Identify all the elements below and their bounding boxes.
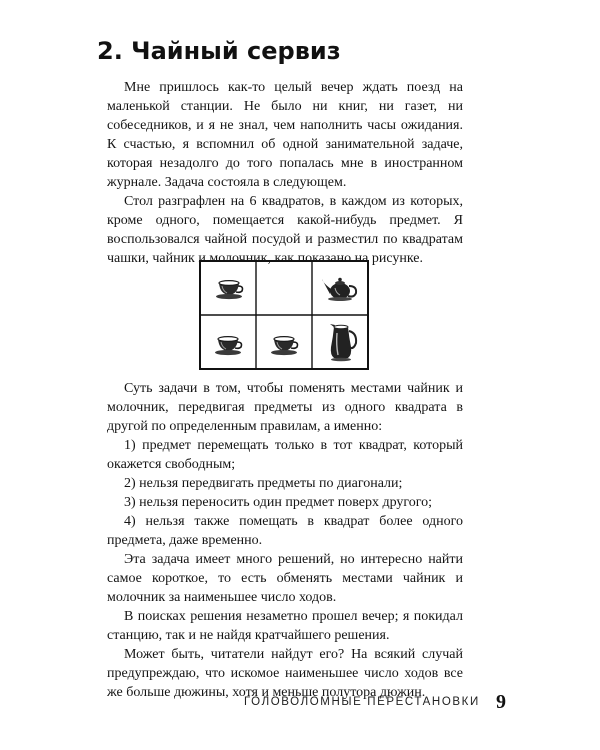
rule-item: 4) нельзя также помещать в квадрат более одного предмета, даже временно. bbox=[107, 514, 463, 548]
rule-item: 1) предмет перемещать только в тот квадрат, который окажется свободным; bbox=[107, 438, 463, 472]
paragraph: Может быть, читатели найдут его? На всякий случай предупреждаю, что искомое наименьшее число ходов все же больше дюжины, хотя и меньше полутора дюжин. bbox=[107, 647, 463, 700]
paragraph: Стол разграфлен на 6 квадратов, в каждом из которых, кроме одного, помещается какой-нибудь предмет. Я воспользовался чайной посудой и разместил по квадратам чашки, чайник и молочник, как показано на рисунке. bbox=[107, 194, 463, 266]
rule-item: 3) нельзя переносить один предмет поверх другого; bbox=[124, 495, 433, 510]
paragraph: Мне пришлось как-то целый вечер ждать поезд на маленькой станции. Не было ни книг, ни газет, ни собеседников, и я не знал, чем наполнить часы ожидания. К счастью, я вспомнил об одной занимательной задаче, которая незадолго до того попалась мне в иностранном журнале. Задача состояла в следующем. bbox=[107, 80, 463, 190]
paragraph: Эта задача имеет много решений, но интересно найти самое короткое, то есть обменять местами чайник и молочник за наименьшее число ходов. bbox=[107, 552, 463, 605]
tea-set-grid bbox=[199, 260, 369, 370]
page-number: 9 bbox=[496, 691, 506, 713]
intro-text bbox=[107, 78, 463, 268]
milk-jug-icon bbox=[330, 324, 356, 361]
cup-icon bbox=[215, 337, 242, 356]
teapot-icon bbox=[322, 278, 356, 301]
paragraph: В поисках решения незаметно прошел вечер; я покидал станцию, так и не найдя кратчайшего решения. bbox=[107, 609, 463, 643]
chapter-title: 2. Чайный сервиз bbox=[97, 37, 341, 65]
cup-icon bbox=[271, 337, 298, 356]
paragraph: Суть задачи в том, чтобы поменять местами чайник и молочник, передвигая предметы из одного квадрата в другой по определенным правилам, а именно: bbox=[107, 381, 463, 434]
running-head: ГОЛОВОЛОМНЫЕ ПЕРЕСТАНОВКИ bbox=[244, 696, 480, 708]
tea-set-figure bbox=[199, 260, 369, 370]
cup-icon bbox=[216, 281, 243, 300]
page-footer bbox=[0, 693, 600, 717]
rule-item: 2) нельзя передвигать предметы по диагонали; bbox=[124, 476, 403, 491]
rules-text bbox=[107, 379, 463, 702]
